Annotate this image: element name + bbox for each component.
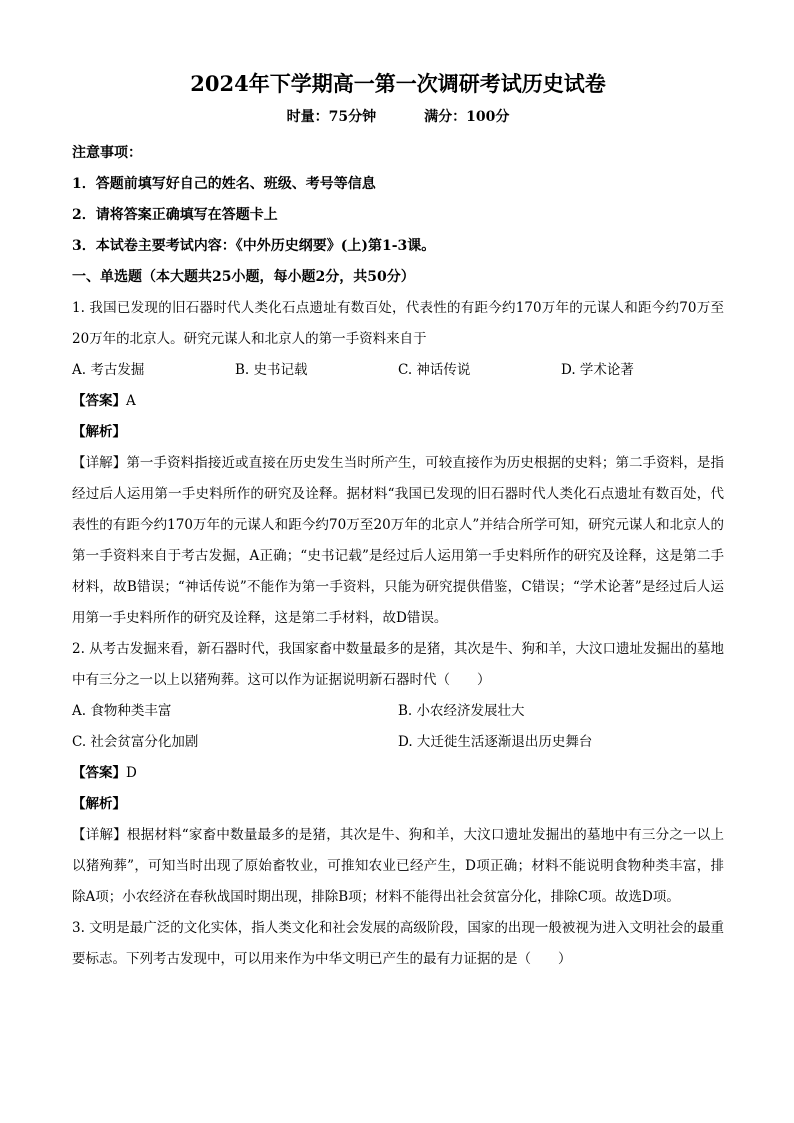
- exam-page: [72, 70, 724, 975]
- question-1-option-b: B. 史书记载: [235, 362, 308, 378]
- question-2-option-a: A. 食物种类丰富: [72, 703, 172, 719]
- answer-label: 【答案】: [72, 765, 126, 781]
- question-1-stem: 1. 我国已发现的旧石器时代人类化石点遗址有数百处，代表性的有距今约170万年的元谋人和距今约70万至20万年的北京人。研究元谋人和北京人的第一手资料来自于: [72, 300, 724, 347]
- exam-title: 2024年下学期高一第一次调研考试历史试卷: [190, 71, 606, 96]
- question-3-stem: 3. 文明是最广泛的文化实体，指人类文化和社会发展的高级阶段，国家的出现一般被视为进入文明社会的最重要标志。下列考古发现中，可以用来作为中华文明已产生的最有力证据的是（ ）: [72, 920, 724, 967]
- exam-meta: [72, 106, 724, 128]
- exam-time: 时量：75分钟: [286, 109, 377, 125]
- notice-item-1: 1．答题前填写好自己的姓名、班级、考号等信息: [72, 176, 376, 192]
- detail-text: 第一手资料指接近或直接在历史发生当时所产生，可较直接作为历史根据的史料；第二手资料，是指经过后人运用第一手史料所作的研究及诠释。据材料“我国已发现的旧石器时代人类化石点遗址有数百处，代表性的有距今约170万年的元谋人和距今约70万至20万年的北京人”并结合所学可知，研究元谋人和北京人的第一手资料来自于考古发掘，A正确；“史书记载”是经过后人运用第一手史料所作的研究及诠释，这是第二手材料，故B错误；“神话传说”不能作为第一手资料，只能为研究提供借鉴，C错误；“学术论著”是经过后人运用第一手史料所作的研究及诠释，这是第二手材料，故D错误。: [72, 455, 725, 626]
- question-2-option-b: B. 小农经济发展壮大: [398, 703, 525, 719]
- answer-label: 【答案】: [72, 393, 126, 409]
- detail-label: 【详解】: [72, 455, 127, 471]
- question-2-answer: [72, 758, 724, 789]
- question-2-options-row-1: [72, 696, 724, 727]
- question-1-analysis: [72, 417, 724, 448]
- question-1-detail: [72, 448, 724, 634]
- section-heading: 一、单选题（本大题共25小题，每小题2分，共50分）: [72, 269, 415, 285]
- question-2-analysis: [72, 789, 724, 820]
- question-1-options: [72, 355, 724, 386]
- question-2-detail: [72, 820, 724, 913]
- question-2-options-row-2: [72, 727, 724, 758]
- question-1-option-c: C. 神话传说: [398, 362, 471, 378]
- question-2-option-c: C. 社会贫富分化加剧: [72, 734, 199, 750]
- detail-label: 【详解】: [72, 827, 127, 843]
- detail-text: 根据材料“家畜中数量最多的是猪，其次是牛、狗和羊，大汶口遗址发掘出的墓地中有三分之一以上以猪殉葬”，可知当时出现了原始畜牧业，可推知农业已经产生，D项正确；材料不能说明食物种类丰富，排除A项；小农经济在春秋战国时期出现，排除B项；材料不能得出社会贫富分化，排除C项。故选D项。: [72, 827, 724, 905]
- analysis-label: 【解析】: [72, 796, 126, 812]
- notice-item-2: 2．请将答案正确填写在答题卡上: [72, 207, 278, 223]
- answer-value: D: [126, 765, 137, 781]
- question-2-option-d: D. 大迁徙生活逐渐退出历史舞台: [398, 734, 593, 750]
- question-2-stem: 2. 从考古发掘来看，新石器时代，我国家畜中数量最多的是猪，其次是牛、狗和羊，大汶口遗址发掘出的墓地中有三分之一以上以猪殉葬。这可以作为证据说明新石器时代（ ）: [72, 641, 724, 688]
- question-1-answer: [72, 386, 724, 417]
- notice-title: 注意事项：: [72, 145, 142, 161]
- question-1-option-d: D. 学术论著: [561, 362, 634, 378]
- analysis-label: 【解析】: [72, 424, 126, 440]
- notice-item-3: 3．本试卷主要考试内容：《中外历史纲要》(上)第1-3课。: [72, 238, 436, 254]
- exam-score: 满分：100分: [424, 109, 510, 125]
- question-1-option-a: A. 考古发掘: [72, 362, 145, 378]
- answer-value: A: [126, 393, 136, 409]
